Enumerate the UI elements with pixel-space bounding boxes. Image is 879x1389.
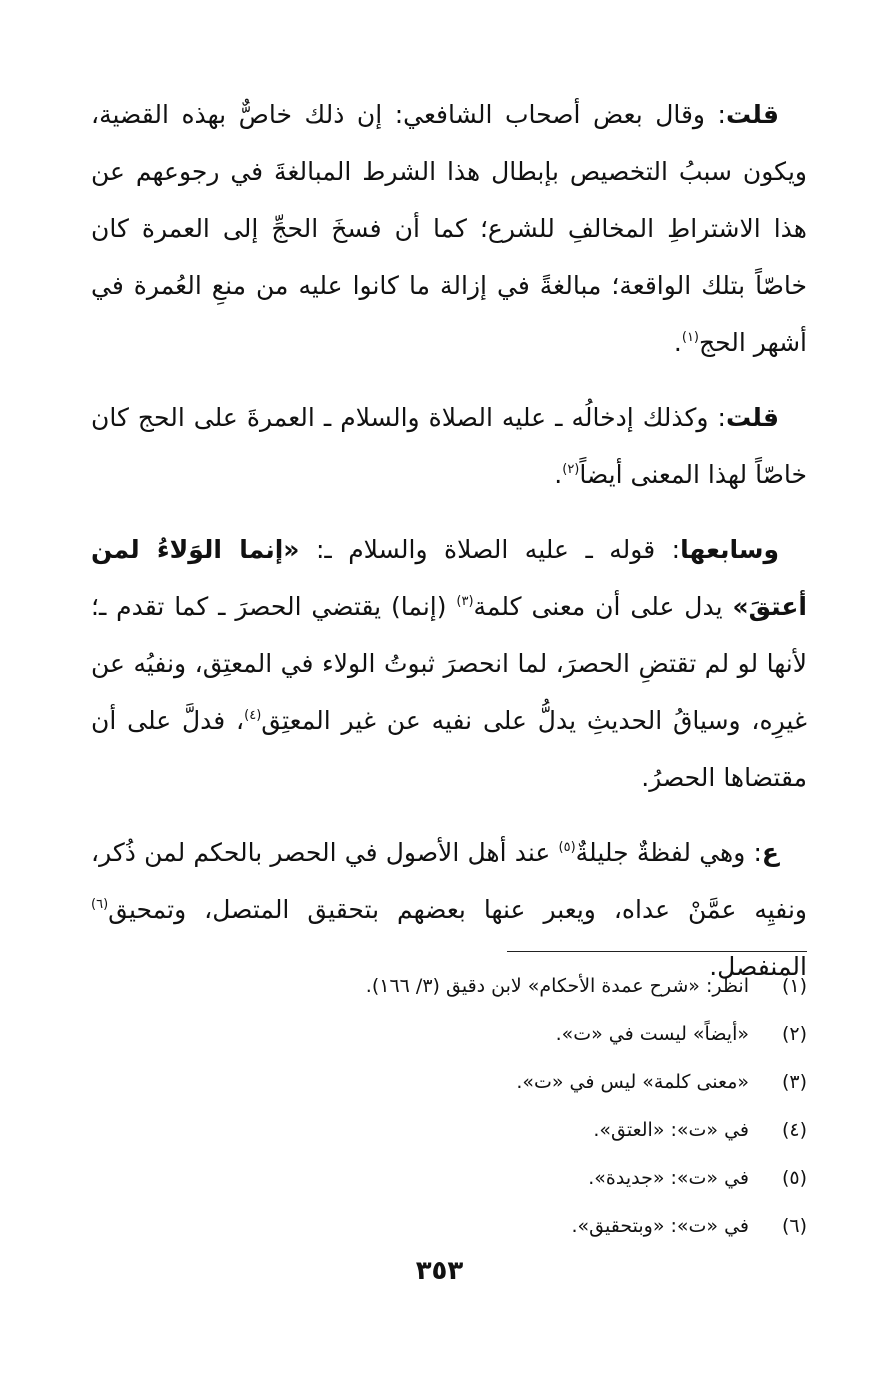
paragraph-text: المنفصل. [709,952,807,981]
paragraph-end: . [554,460,563,489]
footnote-number: (١) [781,975,807,997]
footnote-number: (٣) [781,1071,807,1093]
footnote-ref[interactable]: (٤) [244,708,262,723]
hadith-quote: «إنما الوَلاءُ لمن أعتقَ» [91,535,807,621]
footnote-item [91,1202,807,1250]
paragraph-end: . [673,328,682,357]
footnote-item [91,1106,807,1154]
footnote-text: في «ت»: «العتق». [593,1119,749,1141]
footnote-item [91,1058,807,1106]
footnote-ref[interactable]: (٣) [456,594,474,609]
footnote-ref[interactable]: (٦) [91,897,109,912]
paragraph-text: ، فدلَّ على أن مقتضاها الحصرُ. [91,706,807,792]
footnote-ref[interactable]: (٢) [562,462,580,477]
paragraph-text: عند أهل الأصول في الحصر بالحكم لمن ذُكر، ونفيِه عمَّنْ عداه، ويعبر عنها بعضهم بتحقيق المتصل، وتمحيق [91,838,807,924]
paragraph-lead: ع [761,838,779,867]
footnote-text: «معنى كلمة» ليس في «ت». [516,1071,749,1093]
footnote-divider [507,951,807,952]
main-text [91,86,807,1013]
page-number: ٣٥٣ [415,1256,464,1286]
footnote-number: (٥) [781,1167,807,1189]
paragraph-text: : وقال بعض أصحاب الشافعي: إن ذلك خاصٌّ بهذه القضية، ويكون سببُ التخصيص بإبطال هذا الشرط المبالغةَ في رجوعهم عن هذا الاشتراطِ المخالفِ للشرع؛ كما أن فسخَ الحجِّ إلى العمرة كان خاصّاً بتلك الواقعة؛ مبالغةً في إزالة ما كانوا عليه من منعِ العُمرة في أشهر الحج [91,100,807,357]
paragraph-text: : وهي لفظةٌ جليلةٌ [575,838,762,867]
footnote-text: في «ت»: «جديدة». [588,1167,749,1189]
footnote-number: (٢) [781,1023,807,1045]
footnote-item [91,1010,807,1058]
paragraph-2 [91,389,807,503]
paragraph-lead: قلت [725,403,779,432]
footnotes-list [91,962,807,1250]
footnote-text: في «ت»: «وبتحقيق». [571,1215,749,1237]
paragraph-text: (إنما) يقتضي الحصرَ ـ كما تقدم ـ؛ لأنها لو لم تقتضِ الحصرَ، لما انحصرَ ثبوتُ الولاء في المعتِق، ونفيُه عن غيرِه، وسياقُ الحديثِ يدلُّ على نفيه عن غير المعتِق [91,592,808,735]
paragraph-text: يدل على أن معنى كلمة [473,592,733,621]
footnote-number: (٦) [781,1215,807,1237]
paragraph-lead: قلت [725,100,779,129]
footnote-text: انظر: «شرح عمدة الأحكام» لابن دقيق (٣/ ١٦٦). [365,975,749,997]
paragraph-text: : قوله ـ عليه الصلاة والسلام ـ: [299,535,681,564]
paragraph-text: : وكذلك إدخالُه ـ عليه الصلاة والسلام ـ العمرةَ على الحج كان خاصّاً لهذا المعنى أيضاً [91,403,807,489]
paragraph-1 [91,86,807,371]
footnote-ref[interactable]: (١) [681,330,699,345]
footnote-item [91,962,807,1010]
paragraph-lead: وسابعها [680,535,779,564]
footnote-number: (٤) [781,1119,807,1141]
footnote-text: «أيضاً» ليست في «ت». [555,1023,749,1045]
footnote-item [91,1154,807,1202]
footnote-ref[interactable]: (٥) [558,840,576,855]
paragraph-3 [91,521,807,806]
